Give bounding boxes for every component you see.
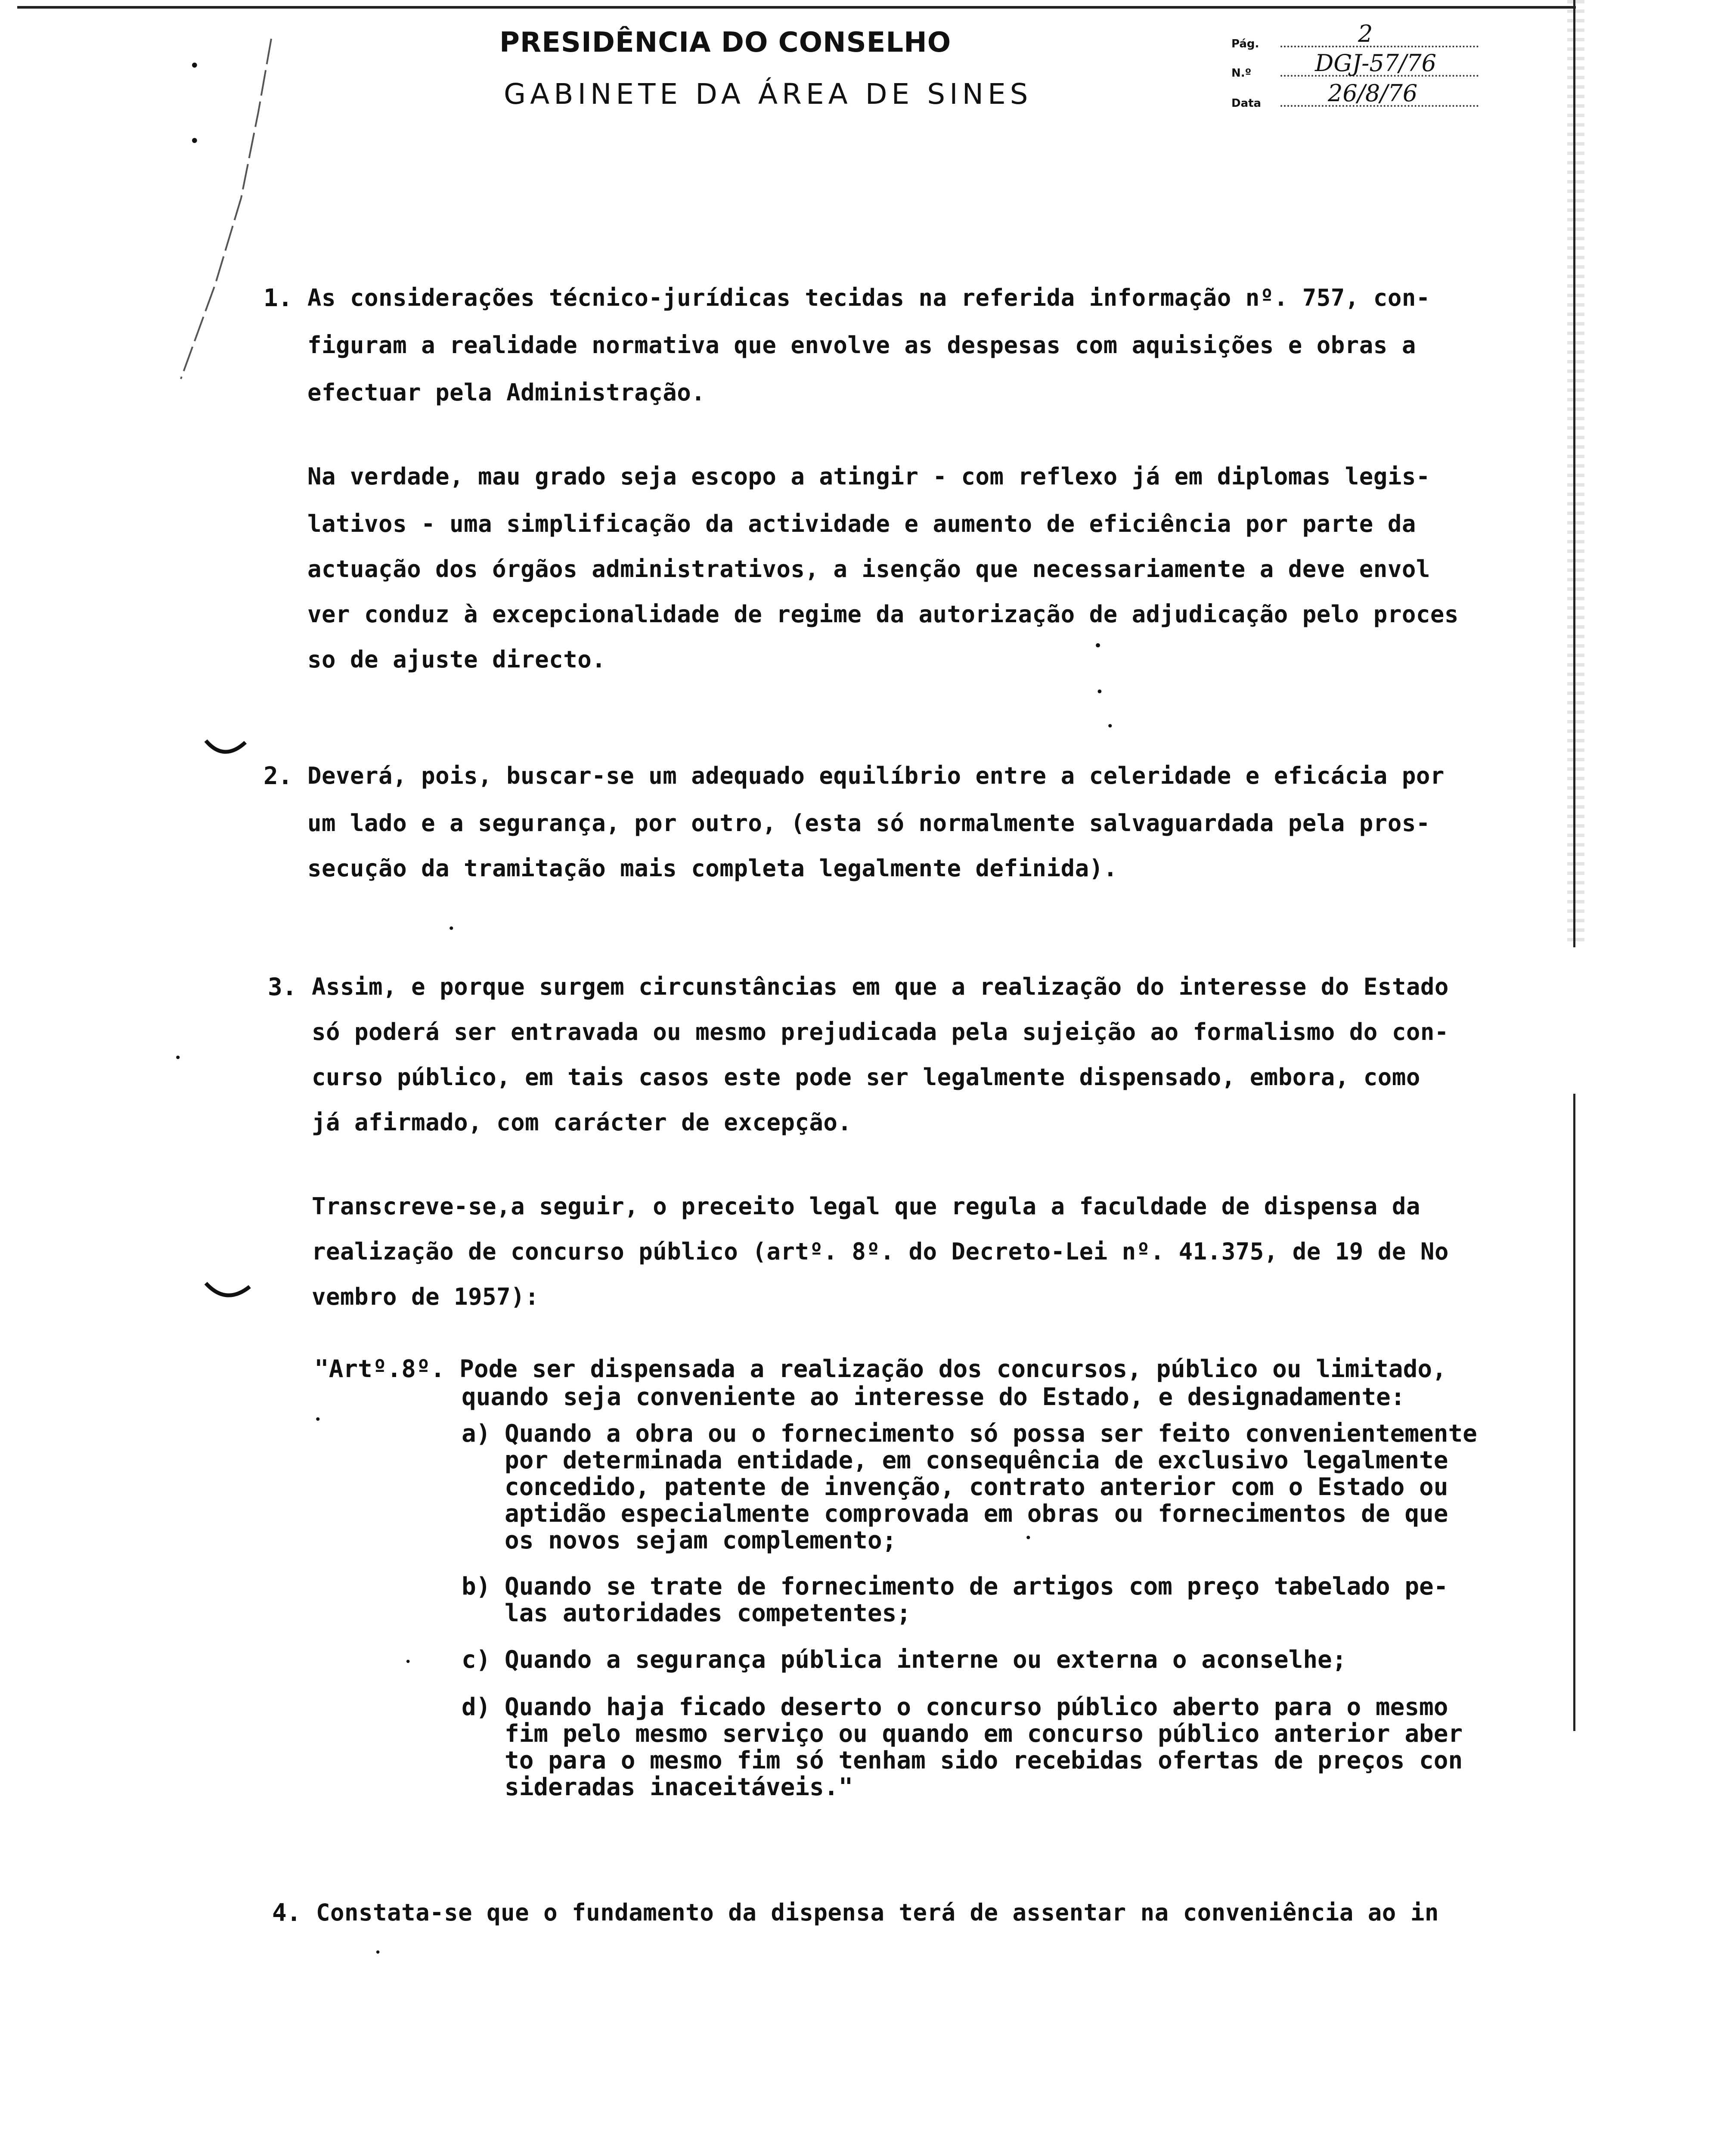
quote-line: "Artº.8º. Pode ser dispensada a realização dos concursos, público ou limitado, <box>314 1355 1447 1383</box>
text-line: vembro de 1957): <box>312 1283 539 1310</box>
text-line: um lado e a segurança, por outro, (esta só normalmente salvaguardada pela pros- <box>307 810 1430 837</box>
quote-line: las autoridades competentes; <box>505 1599 911 1627</box>
text-line: As considerações técnico-jurídicas tecidas na referida informação nº. 757, con- <box>307 284 1430 311</box>
paragraph-number-2: 2. <box>264 762 293 790</box>
scan-speck: • <box>314 1412 322 1427</box>
margin-tick-mark <box>202 736 250 762</box>
text-line: já afirmado, com carácter de excepção. <box>312 1109 852 1136</box>
text-line: actuação dos órgãos administrativos, a isenção que necessariamente a deve envol <box>307 555 1430 583</box>
margin-tick-mark <box>202 1279 254 1305</box>
scan-speck: • <box>405 1656 412 1669</box>
quote-line: sideradas inaceitáveis." <box>505 1773 853 1801</box>
scan-speck: • <box>1107 719 1114 733</box>
scan-edge-line <box>1573 0 1575 947</box>
quote-line: to para o mesmo fim só tenham sido recebidas ofertas de preços con <box>505 1747 1463 1775</box>
meta-page <box>1231 20 1479 52</box>
meta-page-label: Pág. <box>1231 37 1259 50</box>
quote-line: Quando haja ficado deserto o concurso público aberto para o mesmo <box>505 1693 1448 1721</box>
quote-line: quando seja conveniente ao interesse do Estado, e designadamente: <box>462 1383 1405 1411</box>
text-line: figuram a realidade normativa que envolve as despesas com aquisições e obras a <box>307 332 1416 359</box>
quote-item-letter: a) <box>462 1420 491 1448</box>
scan-speck: • <box>174 1051 182 1065</box>
scan-speck: • <box>448 921 455 936</box>
text-line: Deverá, pois, buscar-se um adequado equilíbrio entre a celeridade e eficácia por <box>307 762 1445 789</box>
paragraph-number-3: 3. <box>268 973 297 1001</box>
header-institution: PRESIDÊNCIA DO CONSELHO <box>499 27 952 59</box>
text-line: curso público, em tais casos este pode ser legalmente dispensado, embora, como <box>312 1064 1420 1091</box>
text-line: realização de concurso público (artº. 8º. do Decreto-Lei nº. 41.375, de 19 de No <box>312 1238 1449 1265</box>
text-line: so de ajuste directo. <box>307 646 606 673</box>
text-line: Constata-se que o fundamento da dispensa terá de assentar na conveniência ao in <box>316 1899 1439 1926</box>
top-border-line <box>17 6 1576 9</box>
text-line: Transcreve-se,a seguir, o preceito legal que regula a faculdade de dispensa da <box>312 1193 1420 1220</box>
quote-item-letter: b) <box>462 1573 491 1601</box>
quote-item-letter: c) <box>462 1646 491 1674</box>
paragraph-number-1: 1. <box>264 284 293 312</box>
meta-date <box>1231 80 1479 112</box>
punch-hole-mark: • <box>189 56 200 76</box>
quote-line: fim pelo mesmo serviço ou quando em concurso público anterior aber <box>505 1720 1463 1748</box>
quote-line: Quando se trate de fornecimento de artigos com preço tabelado pe- <box>505 1573 1448 1601</box>
meta-date-value: 26/8/76 <box>1328 80 1418 107</box>
scan-speck: • <box>1094 637 1103 655</box>
scan-edge-line-lower <box>1573 1094 1575 1731</box>
meta-number-value: DGJ-57/76 <box>1315 50 1436 77</box>
text-line: efectuar pela Administração. <box>307 379 706 406</box>
header-department: GABINETE DA ÁREA DE SINES <box>504 78 1032 111</box>
quote-line: os novos sejam complemento; <box>505 1526 897 1554</box>
meta-date-label: Data <box>1231 97 1262 110</box>
quote-line: concedido, patente de invenção, contrato anterior com o Estado ou <box>505 1473 1448 1501</box>
text-line: ver conduz à excepcionalidade de regime da autorização de adjudicação pelo proces <box>307 601 1459 628</box>
quote-line: Quando a segurança pública interne ou externa o aconselhe; <box>505 1646 1347 1674</box>
quote-item-letter: d) <box>462 1693 491 1721</box>
meta-number-label: N.º <box>1231 67 1252 80</box>
scan-edge-shadow <box>1567 0 1584 947</box>
punch-hole-mark: • <box>189 131 200 151</box>
meta-number <box>1231 50 1479 81</box>
text-line: secução da tramitação mais completa legalmente definida). <box>307 855 1118 882</box>
quote-line: por determinada entidade, em consequência de exclusivo legalmente <box>505 1446 1448 1474</box>
text-line: Assim, e porque surgem circunstâncias em que a realização do interesse do Estado <box>312 973 1449 1000</box>
paragraph-number-4: 4. <box>272 1899 301 1927</box>
text-line: só poderá ser entravada ou mesmo prejudicada pela sujeição ao formalismo do con- <box>312 1018 1449 1045</box>
meta-page-value: 2 <box>1358 20 1373 47</box>
margin-pencil-line <box>142 26 280 396</box>
scan-speck: • <box>1096 685 1104 700</box>
text-line: Na verdade, mau grado seja escopo a atingir - com reflexo já em diplomas legis- <box>307 463 1430 490</box>
quote-line: Quando a obra ou o fornecimento só possa ser feito convenientemente <box>505 1420 1477 1448</box>
scan-speck: • <box>375 1946 381 1959</box>
text-line: lativos - uma simplificação da actividade e aumento de eficiência por parte da <box>307 510 1416 537</box>
scan-speck: • <box>1025 1531 1032 1545</box>
quote-line: aptidão especialmente comprovada em obras ou fornecimentos de que <box>505 1500 1448 1528</box>
